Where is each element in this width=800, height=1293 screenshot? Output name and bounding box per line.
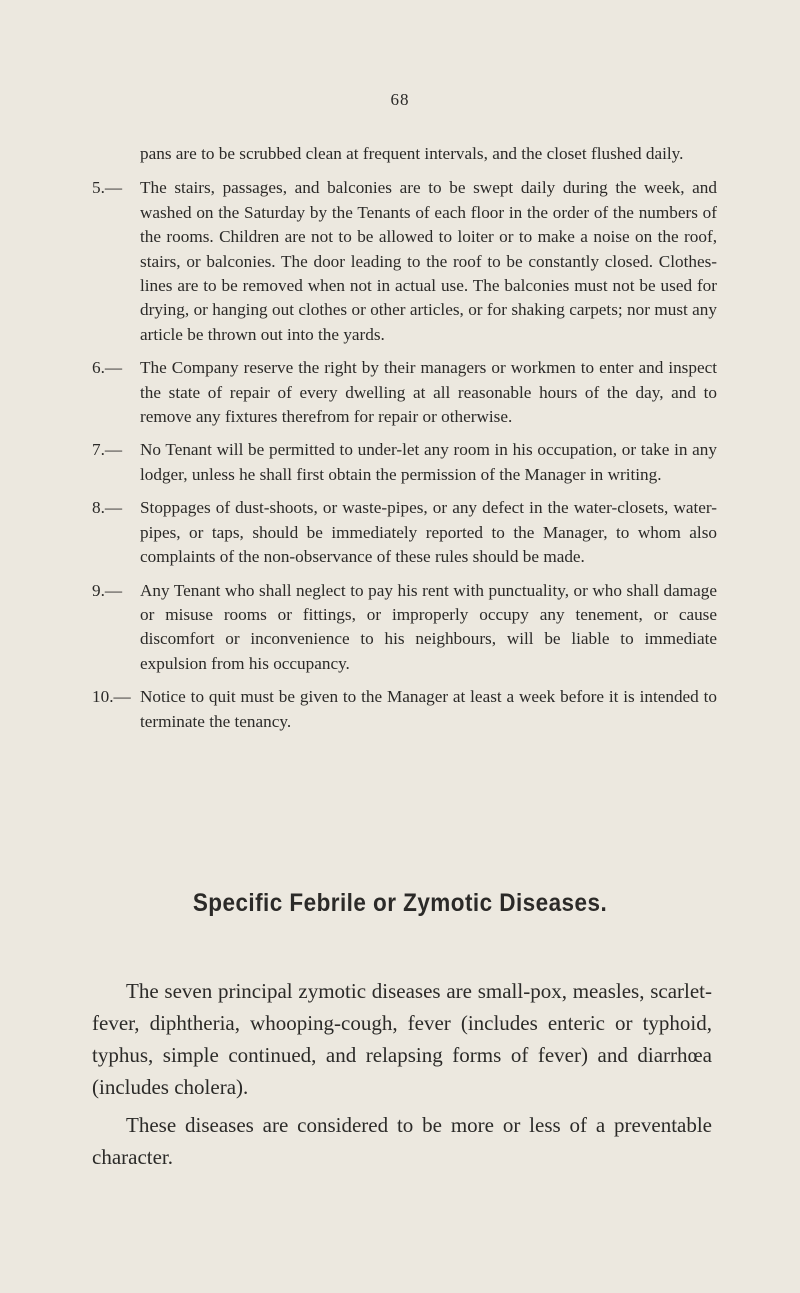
rule-number: 10.— [92, 687, 131, 707]
section-heading: Specific Febrile or Zymotic Diseases. [192, 889, 608, 917]
rule-number: 6.— [92, 358, 123, 378]
rule-10 [92, 685, 717, 734]
rule-number: 9.— [92, 580, 123, 600]
page-number: 68 [390, 90, 410, 109]
rule-text: Any Tenant who shall neglect to pay his rent with punctuality, or who shall damage or misuse rooms or fittings, or improperly occupy any tenement, or cause discomfort or inconvenience to his neighbours, will be liable to immediate expulsion from his occupancy. [140, 580, 717, 673]
rule-text: Stoppages of dust-shoots, or waste-pipes, or any defect in the water-closets, water-pipes, or taps, should be immediately reported to the Manager, to whom also complaints of the non-observance of these rules should be made. [140, 498, 717, 567]
rule-text: No Tenant will be permitted to under-let any room in his occupation, or take in any lodger, unless he shall first obtain the permission of the Manager in writing. [140, 440, 717, 484]
rule-text: The stairs, passages, and balconies are to be swept daily during the week, and washed on the Saturday by the Tenants of each floor in the order of the numbers of the rooms. Children are not to be allowed to loiter or to make a noise on the roof, stairs, or balconies. The door leading to the roof to be constantly closed. Clothes-lines are to be removed when not in actual use. The balconies must not be used for drying, or hanging out clothes or other articles, or for shaking carpets; nor must any article be thrown out into the yards. [140, 178, 717, 344]
rule-7 [92, 438, 717, 487]
body-paragraph: The seven principal zymotic diseases are small-pox, measles, scarlet-fever, diphtheria, whooping-cough, fever (includes enteric or typhoid, typhus, simple continued, and relapsing forms of fever) and diarrhœa (includes cholera). [92, 979, 712, 1099]
rule-9 [92, 579, 717, 677]
rule-5 [92, 176, 717, 347]
rule-number: 5.— [92, 178, 123, 198]
rule-number: 7.— [92, 440, 123, 460]
section-body [92, 975, 712, 1179]
tenancy-rules [92, 142, 717, 743]
rule-number: 8.— [92, 498, 123, 518]
rule-6 [92, 356, 717, 429]
body-paragraph: These diseases are considered to be more or less of a preventable character. [92, 1113, 712, 1169]
rule-text: The Company reserve the right by their managers or workmen to enter and inspect the state of repair of every dwelling at all reasonable hours of the day, and to remove any fixtures therefrom for repair or otherwise. [140, 358, 717, 427]
rule-continuation: pans are to be scrubbed clean at frequent intervals, and the closet flushed daily. [140, 144, 684, 163]
rule-text: Notice to quit must be given to the Manager at least a week before it is intended to terminate the tenancy. [140, 687, 717, 731]
rule-8 [92, 496, 717, 569]
